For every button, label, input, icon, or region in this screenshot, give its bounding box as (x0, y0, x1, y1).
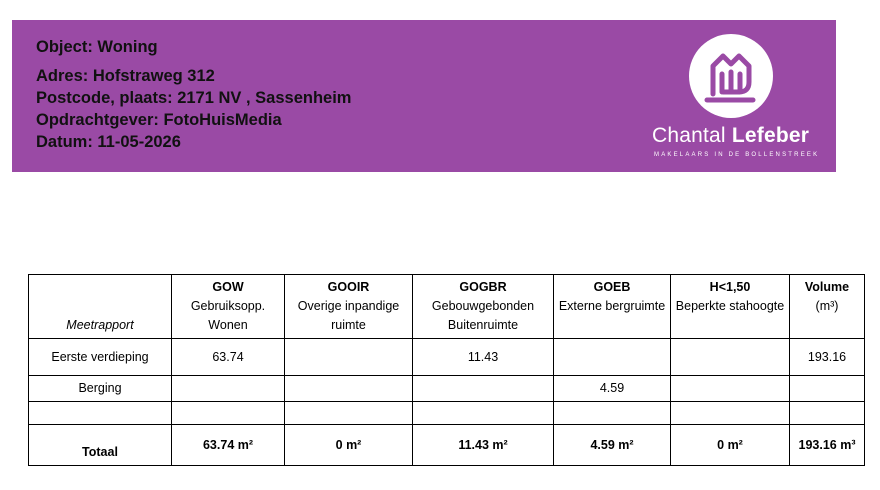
date-line: Datum: 11-05-2026 (36, 133, 181, 151)
column-desc: Overige inpandige ruimte (297, 299, 400, 332)
table-cell (554, 402, 671, 425)
total-row (29, 425, 865, 466)
total-cell: 0 m² (285, 425, 413, 466)
logo-name-first: Chantal (652, 124, 726, 147)
company-logo (642, 34, 832, 164)
logo-name-last: Lefeber (731, 124, 810, 147)
table-cell: 193.16 (790, 339, 865, 376)
table-cell (671, 402, 790, 425)
table-cell (285, 339, 413, 376)
table-cell (790, 402, 865, 425)
header-banner (12, 20, 836, 172)
total-cell: 4.59 m² (554, 425, 671, 466)
column-desc: Gebouwgebonden Buitenruimte (431, 299, 535, 332)
total-cell: 63.74 m² (172, 425, 285, 466)
table-cell: 4.59 (554, 376, 671, 402)
column-code: GOW (212, 280, 244, 294)
table-cell (790, 376, 865, 402)
logo-wordmark (652, 124, 809, 148)
table-cell (285, 402, 413, 425)
table-row (29, 339, 865, 376)
table-row (29, 376, 865, 402)
address-line: Adres: Hofstraweg 312 (36, 67, 215, 85)
row-label (29, 402, 172, 425)
column-header (790, 275, 865, 339)
total-label: Totaal (29, 425, 172, 466)
table-header-row (29, 275, 865, 339)
table-cell (554, 339, 671, 376)
column-desc: Beperkte stahoogte (675, 299, 785, 313)
column-header (671, 275, 790, 339)
column-code: H<1,50 (709, 280, 751, 294)
column-code: Volume (804, 280, 850, 294)
column-desc: (m³) (815, 299, 839, 313)
column-header (554, 275, 671, 339)
table-cell (172, 402, 285, 425)
row-label: Berging (29, 376, 172, 402)
table-row (29, 402, 865, 425)
tulip-logo-icon (689, 34, 773, 118)
logo-tagline: MAKELAARS IN DE BOLLENSTREEK (654, 152, 820, 158)
table-cell: 63.74 (172, 339, 285, 376)
column-header (172, 275, 285, 339)
column-header (285, 275, 413, 339)
table-cell (172, 376, 285, 402)
column-header (413, 275, 554, 339)
total-cell: 193.16 m³ (790, 425, 865, 466)
object-line: Object: Woning (36, 38, 158, 56)
column-code: GOEB (593, 280, 631, 294)
table-cell (671, 339, 790, 376)
row-label: Eerste verdieping (29, 339, 172, 376)
total-cell: 11.43 m² (413, 425, 554, 466)
table-cell (413, 376, 554, 402)
client-line: Opdrachtgever: FotoHuisMedia (36, 111, 282, 129)
table-cell (413, 402, 554, 425)
report-label: Meetrapport (66, 318, 134, 332)
table-cell (671, 376, 790, 402)
column-code: GOOIR (327, 280, 370, 294)
postcode-line: Postcode, plaats: 2171 NV , Sassenheim (36, 89, 352, 107)
table-cell (285, 376, 413, 402)
total-cell: 0 m² (671, 425, 790, 466)
column-code: GOGBR (459, 280, 507, 294)
column-desc: Externe bergruimte (558, 299, 666, 313)
property-info (36, 36, 351, 153)
measurement-table (28, 274, 865, 466)
corner-cell (29, 275, 172, 339)
table-cell: 11.43 (413, 339, 554, 376)
column-desc: Gebruiksopp. Wonen (190, 299, 266, 332)
